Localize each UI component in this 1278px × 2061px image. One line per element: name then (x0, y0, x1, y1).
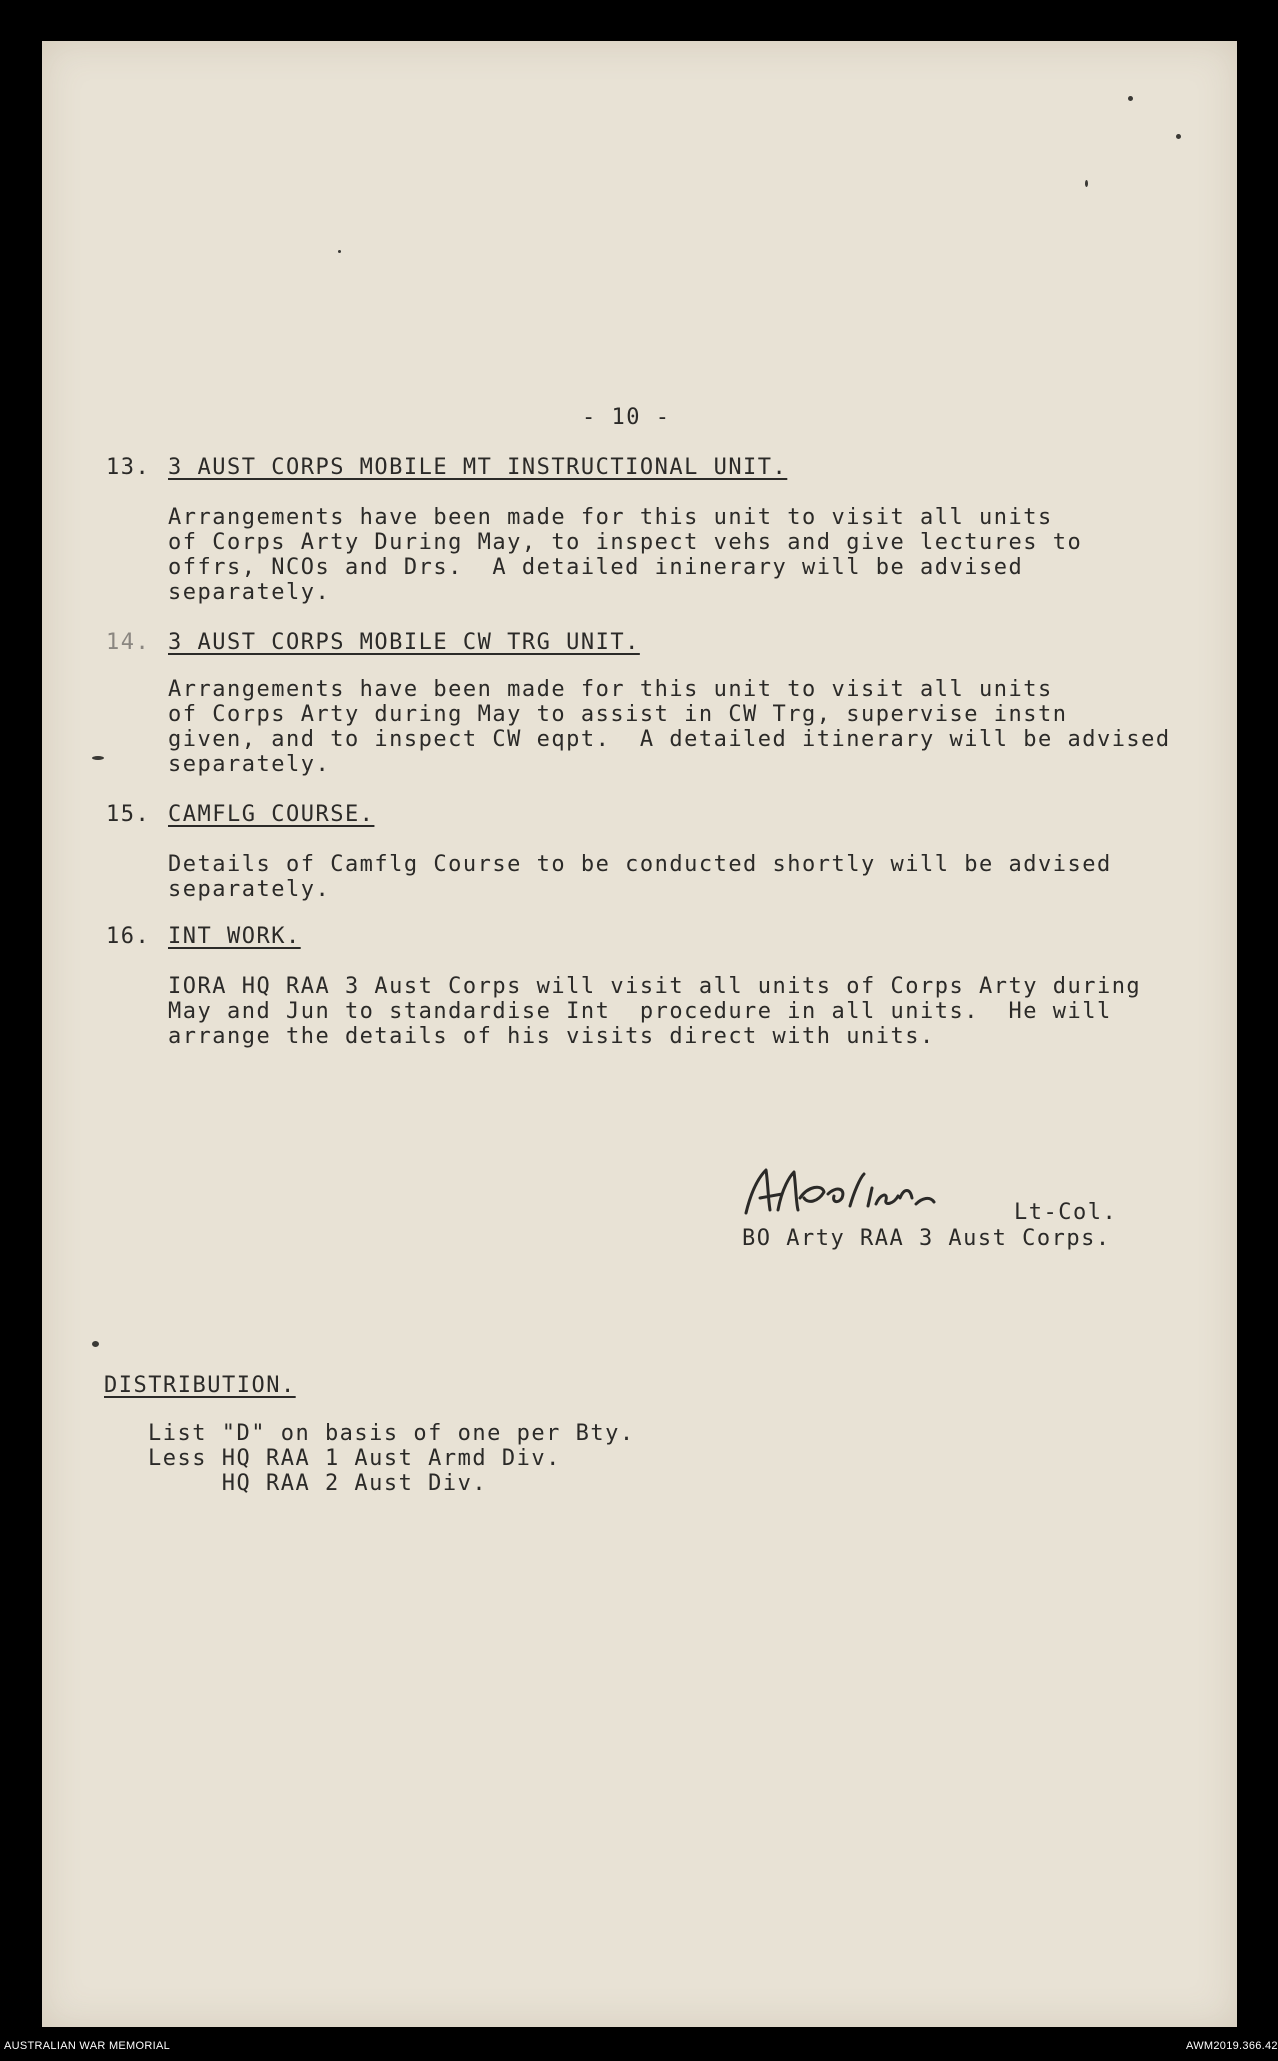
signatory-appointment: BO Arty RAA 3 Aust Corps. (742, 1226, 1111, 1251)
paper-speck (1085, 180, 1088, 187)
page-number: - 10 - (582, 405, 671, 430)
paper-speck (1176, 134, 1181, 139)
body-line: of Corps Arty during May to assist in CW Trg, supervise instn (168, 702, 1068, 727)
archive-reference: AWM2019.366.42 (1186, 2040, 1278, 2052)
section-body (168, 974, 1141, 1049)
distribution-heading: DISTRIBUTION. (104, 1373, 296, 1398)
paper-speck (92, 756, 104, 760)
body-line: given, and to inspect CW eqpt. A detailed itinerary will be advised (168, 727, 1171, 752)
paper-speck (92, 1341, 99, 1347)
body-line: May and Jun to standardise Int procedure in all units. He will (168, 999, 1112, 1024)
section-title: 3 AUST CORPS MOBILE MT INSTRUCTIONAL UNIT. (168, 455, 788, 480)
section-body (168, 852, 1112, 902)
body-line: Arrangements have been made for this unit to visit all units (168, 505, 1053, 530)
section-number: 13. (106, 455, 151, 480)
section-number: 16. (106, 924, 151, 949)
body-line: of Corps Arty During May, to inspect vehs and give lectures to (168, 530, 1083, 555)
distribution-line: HQ RAA 2 Aust Div. (148, 1471, 488, 1496)
section-number: 15. (106, 802, 151, 827)
handwritten-signature (738, 1158, 958, 1228)
section-number: 14. (106, 630, 151, 655)
section-title: INT WORK. (168, 924, 301, 949)
body-line: separately. (168, 580, 331, 605)
body-line: separately. (168, 877, 331, 902)
signatory-rank: Lt-Col. (1014, 1200, 1118, 1225)
section-title: CAMFLG COURSE. (168, 802, 375, 827)
paper-speck (1128, 96, 1133, 101)
body-line: separately. (168, 752, 331, 777)
section-title: 3 AUST CORPS MOBILE CW TRG UNIT. (168, 630, 640, 655)
body-line: offrs, NCOs and Drs. A detailed ininerary will be advised (168, 555, 1024, 580)
section-body (168, 677, 1171, 777)
section-body (168, 505, 1082, 605)
distribution-line: Less HQ RAA 1 Aust Armd Div. (148, 1446, 561, 1471)
distribution-list (148, 1421, 635, 1496)
body-line: arrange the details of his visits direct with units. (168, 1024, 935, 1049)
body-line: Details of Camflg Course to be conducted shortly will be advised (168, 852, 1112, 877)
paper-speck (338, 250, 341, 253)
body-line: Arrangements have been made for this unit to visit all units (168, 677, 1053, 702)
distribution-line: List "D" on basis of one per Bty. (148, 1421, 635, 1446)
archive-credit: AUSTRALIAN WAR MEMORIAL (4, 2040, 171, 2052)
body-line: IORA HQ RAA 3 Aust Corps will visit all units of Corps Arty during (168, 974, 1142, 999)
